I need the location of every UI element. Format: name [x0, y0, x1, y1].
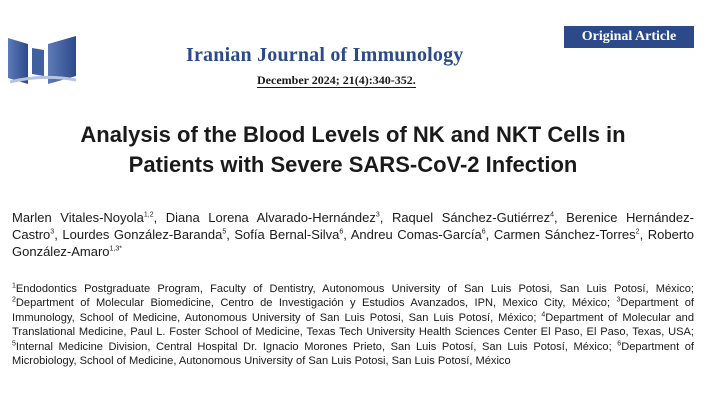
journal-name: Iranian Journal of Immunology	[186, 44, 464, 66]
author	[62, 227, 226, 242]
affiliation-text: Internal Medicine Division, Central Hospital Dr. Ignacio Morones Prieto, San Luis Potosí, San Luis Potosí, México;	[15, 340, 618, 353]
affiliation-marker: 6	[617, 339, 622, 347]
affiliation-marker: 2	[12, 296, 16, 304]
journal-header	[0, 0, 706, 100]
author-affiliation-marker: 6	[481, 228, 486, 236]
author	[166, 210, 380, 225]
author-name: Diana Lorena Alvarado-Hernández	[165, 210, 376, 225]
affiliation-text: Department of Immunology, School of Medicine, Autonomous University of San Luis Potosi, San Luis Potosí, México;	[12, 297, 695, 324]
author-name: Raquel Sánchez-Gutiérrez	[391, 210, 551, 225]
author-affiliation-marker: 3	[50, 228, 55, 236]
author-affiliation-marker: 1,2	[143, 211, 154, 219]
affiliation	[12, 297, 616, 309]
affiliation	[12, 341, 617, 353]
author-name: Berenice Hernández-Castro	[12, 210, 694, 242]
author	[234, 227, 343, 242]
author-affiliation-marker: 3	[375, 211, 380, 219]
paper-title	[0, 120, 706, 180]
title-line-1: Analysis of the Blood Levels of NK and NKT Cells in	[80, 122, 626, 147]
author	[494, 227, 640, 242]
affiliation-marker: 4	[541, 311, 546, 319]
author-affiliation-marker: 2	[635, 228, 640, 236]
author-affiliation-marker: 4	[550, 211, 554, 219]
affiliation-marker: 5	[12, 339, 16, 347]
author-name: Sofía Bernal-Silva	[234, 227, 340, 242]
citation: December 2024; 21(4):340-352.	[257, 73, 416, 87]
author-name: Marlen Vitales-Noyola	[12, 210, 144, 225]
affiliation-list	[12, 282, 694, 368]
affiliation	[12, 283, 694, 295]
author-affiliation-marker: 6	[339, 228, 344, 236]
author-list: Marlen Vitales-Noyola$^{1,2}$, Diana Lorena Alvarado-Hernández$^3$, Raquel Sánchez-Gutiérrez$^4$, Berenice Hernández-Castro$^3$, Lourdes González-Baranda$^5$, Sofía Bernal-Silva$^6$, Andreu Comas-García$^6$, Carmen Sánchez-Torres$^2$, Roberto González-Amaro$^{1,3*}$	[12, 210, 694, 259]
author	[351, 227, 486, 242]
author-affiliation-marker: 1,3*	[109, 245, 123, 253]
article-type-badge: Original Article	[564, 26, 694, 48]
affiliation-marker: 3	[616, 296, 621, 304]
affiliation-marker: 1	[12, 282, 16, 290]
author-name: Roberto González-Amaro	[12, 227, 694, 259]
author-name: Andreu Comas-García	[350, 227, 482, 242]
author	[12, 210, 154, 225]
title-line-2: Patients with Severe SARS-CoV-2 Infection	[128, 152, 578, 177]
author-name: Lourdes González-Baranda	[62, 227, 223, 242]
affiliation-text: Department of Molecular Biomedicine, Centro de Investigación y Estudios Avanzados, IPN, Mexico City, México;	[15, 297, 617, 310]
affiliation-text: Department of Molecular and Translational Medicine, Paul L. Foster School of Medicine, Texas Tech University Health Sciences Center El Paso, El Paso, Texas, USA;	[12, 311, 694, 339]
author-name: Carmen Sánchez-Torres	[493, 227, 636, 242]
author-affiliation-marker: 5	[222, 228, 227, 236]
author	[392, 210, 554, 225]
journal-logo-icon	[6, 32, 78, 86]
affiliation-text: Department of Microbiology, School of Medicine, Autonomous University of San Luis Potosi, San Luis Potosí, México	[12, 340, 694, 368]
affiliation-text: Endodontics Postgraduate Program, Faculty of Dentistry, Autonomous University of San Luis Potosi, San Luis Potosí, México;	[15, 283, 694, 295]
